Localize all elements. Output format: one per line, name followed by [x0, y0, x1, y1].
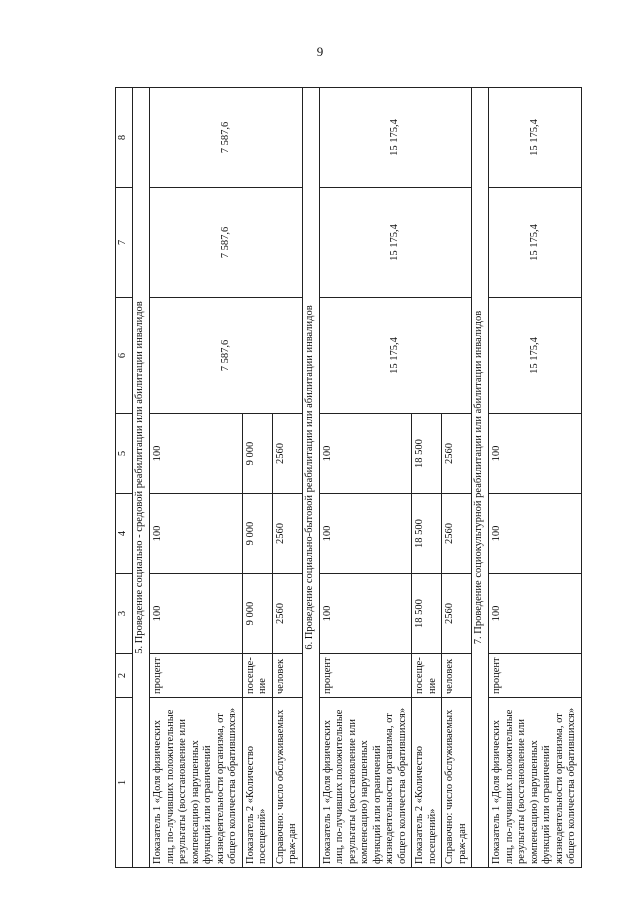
value-cell: 18 500: [412, 414, 442, 494]
value-cell: 100: [319, 574, 412, 654]
value-cell: 100: [489, 574, 582, 654]
section-title: 5. Проведение социально - средовой реабилитации или абилитации инвалидов: [133, 88, 150, 868]
indicator-label: Показатель 1 «Доля физических лиц, по-лучивших положительные результаты (восстановление или компенсацию) нарушенных функций или ограничений жизнедеятельности организма, от общего количества обратившихся»: [489, 698, 582, 868]
indicators-table: [115, 87, 582, 868]
value-cell: 9 000: [242, 574, 272, 654]
header-cell: 6: [116, 298, 133, 414]
header-cell: 8: [116, 88, 133, 188]
indicator-label: Показатель 2 «Количество посещений»: [412, 698, 442, 868]
value-cell: 7 587,6: [150, 188, 303, 298]
header-cell: 5: [116, 414, 133, 494]
indicator-label: Показатель 2 «Количество посещений»: [242, 698, 272, 868]
section-title-row: [302, 88, 319, 868]
value-cell: 18 500: [412, 574, 442, 654]
value-cell: 2560: [442, 414, 472, 494]
value-cell: 100: [489, 414, 582, 494]
value-cell: 7 587,6: [150, 298, 303, 414]
value-cell: 100: [150, 494, 243, 574]
section-title: 6. Проведение социально-бытовой реабилитации или абилитации инвалидов: [302, 88, 319, 868]
reference-label: Справочно: число обслуживаемых граж-дан: [272, 698, 302, 868]
value-cell: 15 175,4: [319, 298, 472, 414]
table-row: [319, 88, 412, 868]
value-cell: 2560: [442, 574, 472, 654]
value-cell: 100: [489, 494, 582, 574]
value-cell: 100: [150, 414, 243, 494]
value-cell: 15 175,4: [319, 88, 472, 188]
table-row: [150, 88, 243, 868]
rotated-table-container: [115, 88, 577, 868]
value-cell: 15 175,4: [319, 188, 472, 298]
value-cell: 100: [319, 414, 412, 494]
header-cell: 4: [116, 494, 133, 574]
unit-cell: человек: [442, 654, 472, 698]
section-title-row: [472, 88, 489, 868]
header-cell: 7: [116, 188, 133, 298]
unit-cell: процент: [150, 654, 243, 698]
section-title: 7. Проведение социокультурной реабилитации или абилитации инвалидов: [472, 88, 489, 868]
unit-cell: процент: [319, 654, 412, 698]
value-cell: 9 000: [242, 494, 272, 574]
value-cell: 2560: [272, 494, 302, 574]
value-cell: 15 175,4: [489, 88, 582, 188]
value-cell: 100: [319, 494, 412, 574]
value-cell: 2560: [272, 414, 302, 494]
value-cell: 7 587,6: [150, 88, 303, 188]
header-row: [116, 88, 133, 868]
indicator-label: Показатель 1 «Доля физических лиц, по-лучивших положительные результаты (восстановление или компенсацию) нарушенных функций или ограничений жизнедеятельности организма, от общего количества обратившихся»: [319, 698, 412, 868]
indicator-label: Показатель 1 «Доля физических лиц, по-лучивших положительные результаты (восстановление или компенсацию) нарушенных функций или ограничений жизнедеятельности организма, от общего количества обратившихся»: [150, 698, 243, 868]
header-cell: 2: [116, 654, 133, 698]
value-cell: 2560: [272, 574, 302, 654]
unit-cell: человек: [272, 654, 302, 698]
unit-cell: посеще-ние: [242, 654, 272, 698]
header-cell: 1: [116, 698, 133, 868]
value-cell: 18 500: [412, 494, 442, 574]
unit-cell: посеще-ние: [412, 654, 442, 698]
page-number: 9: [316, 44, 324, 59]
value-cell: 15 175,4: [489, 188, 582, 298]
value-cell: 15 175,4: [489, 298, 582, 414]
value-cell: 9 000: [242, 414, 272, 494]
value-cell: 100: [150, 574, 243, 654]
table-row: [489, 88, 582, 868]
reference-label: Справочно: число обслуживаемых граж-дан: [442, 698, 472, 868]
unit-cell: процент: [489, 654, 582, 698]
value-cell: 2560: [442, 494, 472, 574]
header-cell: 3: [116, 574, 133, 654]
section-title-row: [133, 88, 150, 868]
